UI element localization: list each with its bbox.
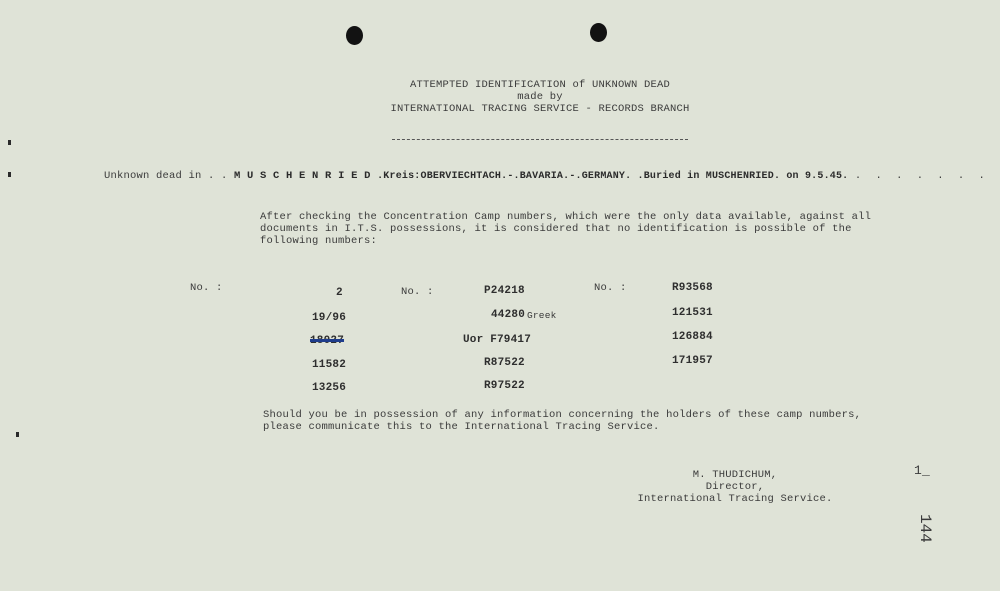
margin-mark bbox=[16, 432, 19, 437]
camp-number: R93568 bbox=[672, 282, 713, 294]
punch-hole-right bbox=[590, 23, 607, 42]
numbers-label-2: No. : bbox=[401, 286, 434, 298]
numbers-label-3: No. : bbox=[594, 282, 627, 294]
margin-mark bbox=[8, 140, 11, 145]
closing-line-2: please communicate this to the International Tracing Service. bbox=[263, 421, 660, 433]
intro-line-3: following numbers: bbox=[260, 235, 378, 247]
header-divider bbox=[392, 139, 688, 140]
margin-mark bbox=[8, 172, 11, 177]
header-title: ATTEMPTED IDENTIFICATION of UNKNOWN DEAD bbox=[409, 79, 671, 91]
camp-number: 2 bbox=[336, 287, 343, 299]
punch-hole-left bbox=[346, 26, 363, 45]
location-place: M U S C H E N R I E D bbox=[234, 170, 371, 182]
header-made-by: made by bbox=[517, 91, 563, 103]
location-trailing-dots: . . . . . . . bbox=[854, 170, 989, 182]
intro-line-1: After checking the Concentration Camp numbers, which were the only data available, against all bbox=[260, 211, 872, 223]
numbers-label-1: No. : bbox=[190, 282, 223, 294]
camp-number: R87522 bbox=[484, 357, 525, 369]
header-organization: INTERNATIONAL TRACING SERVICE - RECORDS BRANCH bbox=[390, 103, 690, 115]
page-number: 144 bbox=[916, 514, 934, 543]
camp-number: 171957 bbox=[672, 355, 713, 367]
camp-number-struck: 18027 bbox=[310, 335, 345, 347]
camp-number: 11582 bbox=[312, 359, 347, 371]
camp-number: P24218 bbox=[484, 285, 525, 297]
camp-number: 121531 bbox=[672, 307, 713, 319]
camp-number: 126884 bbox=[672, 331, 713, 343]
location-line bbox=[104, 170, 989, 182]
camp-number: Uor F79417 bbox=[463, 334, 532, 346]
camp-number: 13256 bbox=[312, 382, 347, 394]
nationality-note: Greek bbox=[527, 310, 557, 321]
camp-number: 19/96 bbox=[312, 312, 347, 324]
camp-number: R97522 bbox=[484, 380, 525, 392]
location-detail: .Kreis:OBERVIECHTACH.-.BAVARIA.-.GERMANY. .Buried in MUSCHENRIED. on 9.5.45. bbox=[377, 171, 849, 182]
margin-handwritten-mark: 1_ bbox=[914, 463, 931, 478]
camp-number: 44280 bbox=[491, 309, 526, 321]
closing-line-1: Should you be in possession of any information concerning the holders of these camp numbers, bbox=[263, 409, 862, 421]
intro-line-2: documents in I.T.S. possessions, it is considered that no identification is possible of the bbox=[260, 223, 852, 235]
signature-title: Director, bbox=[705, 481, 765, 493]
location-prefix: Unknown dead in . . bbox=[104, 170, 228, 182]
signature-organization: International Tracing Service. bbox=[637, 493, 833, 505]
signature-name: M. THUDICHUM, bbox=[692, 469, 778, 481]
